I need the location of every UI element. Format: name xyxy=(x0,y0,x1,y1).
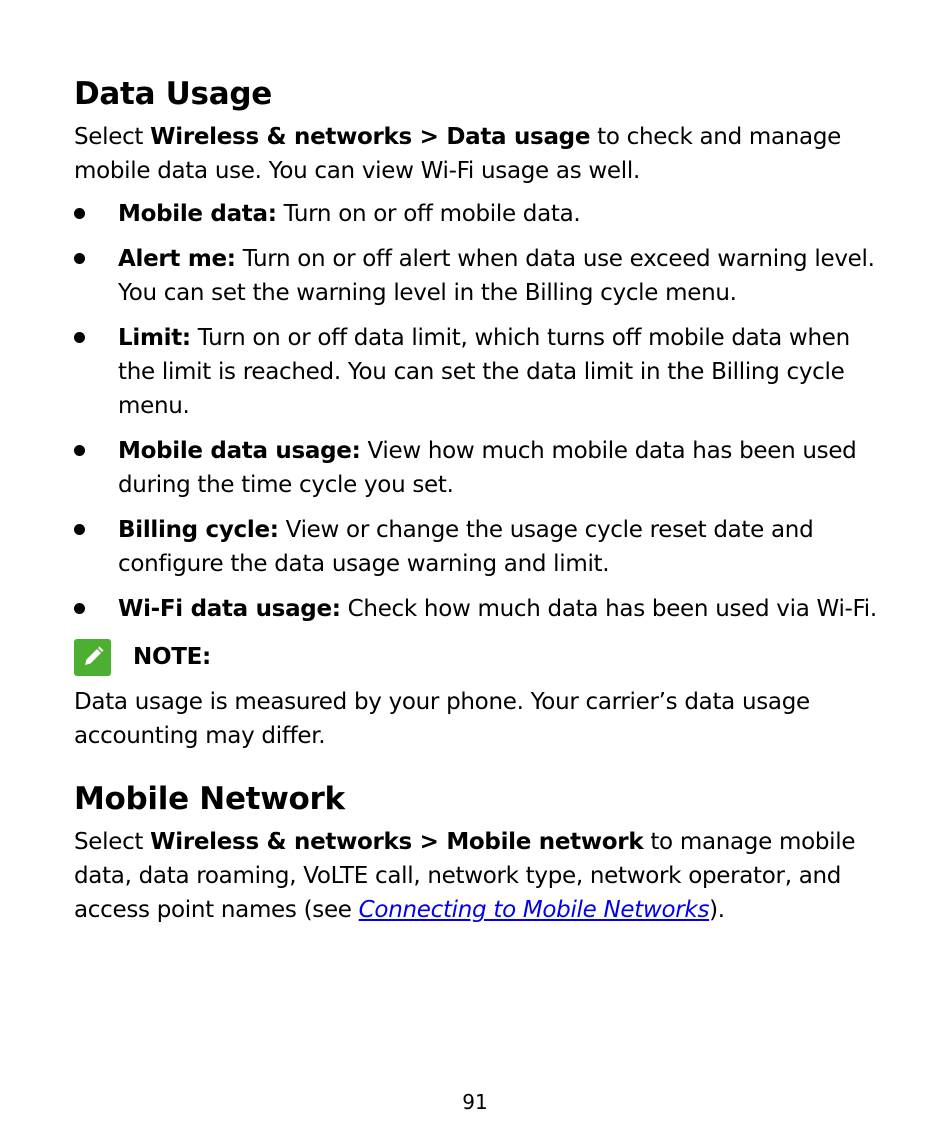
list-item-billing-cycle: Billing cycle: View or change the usage cycle reset date and configure the data usage warning and limit. xyxy=(74,513,886,581)
note-text: Data usage is measured by your phone. Your carrier’s data usage accounting may differ. xyxy=(74,689,810,749)
menu-path-mobile-network: Mobile network xyxy=(446,829,644,855)
mobile-network-section xyxy=(74,775,886,927)
bullet-icon xyxy=(74,332,85,343)
page-number: 91 xyxy=(462,1090,488,1114)
list-item-limit: Limit: Turn on or off data limit, which turns off mobile data when the limit is reached. You can set the data limit in the Billing cycle menu. xyxy=(74,321,886,423)
list-item-wifi-data-usage: Wi-Fi data usage: Check how much data has been used via Wi-Fi. xyxy=(74,592,886,626)
bullet-icon xyxy=(74,603,85,614)
list-item-mobile-data: Mobile data: Turn on or off mobile data. xyxy=(74,197,886,231)
pencil-icon xyxy=(74,639,111,676)
section-title-data-usage: Data Usage xyxy=(74,76,272,112)
bullet-icon xyxy=(74,208,85,219)
bullet-icon xyxy=(74,524,85,535)
note-header xyxy=(74,637,886,677)
connecting-to-mobile-networks-link[interactable]: Connecting to Mobile Networks xyxy=(358,897,710,923)
bullet-icon xyxy=(74,445,85,456)
list-item-mobile-data-usage: Mobile data usage: View how much mobile data has been used during the time cycle you set. xyxy=(74,434,886,502)
section-title-mobile-network: Mobile Network xyxy=(74,781,345,817)
note-label: NOTE: xyxy=(133,644,211,670)
list-item-alert-me: Alert me: Turn on or off alert when data use exceed warning level. You can set the warning level in the Billing cycle menu. xyxy=(74,242,886,310)
menu-path-wireless: Wireless & networks xyxy=(150,829,412,855)
menu-path-data-usage: Data usage xyxy=(446,124,591,150)
menu-path-wireless: Wireless & networks xyxy=(150,124,412,150)
bullet-icon xyxy=(74,253,85,264)
document-page xyxy=(74,70,886,927)
data-usage-intro: Select Wireless & networks > Data usage to check and manage mobile data use. You can view Wi-Fi usage as well. xyxy=(74,124,842,184)
data-usage-options-list xyxy=(74,197,886,626)
mobile-network-intro: Select Wireless & networks > Mobile network to manage mobile data, data roaming, VoLTE call, network type, network operator, and access point names (see Connecting to Mobile Networks). xyxy=(74,829,856,923)
